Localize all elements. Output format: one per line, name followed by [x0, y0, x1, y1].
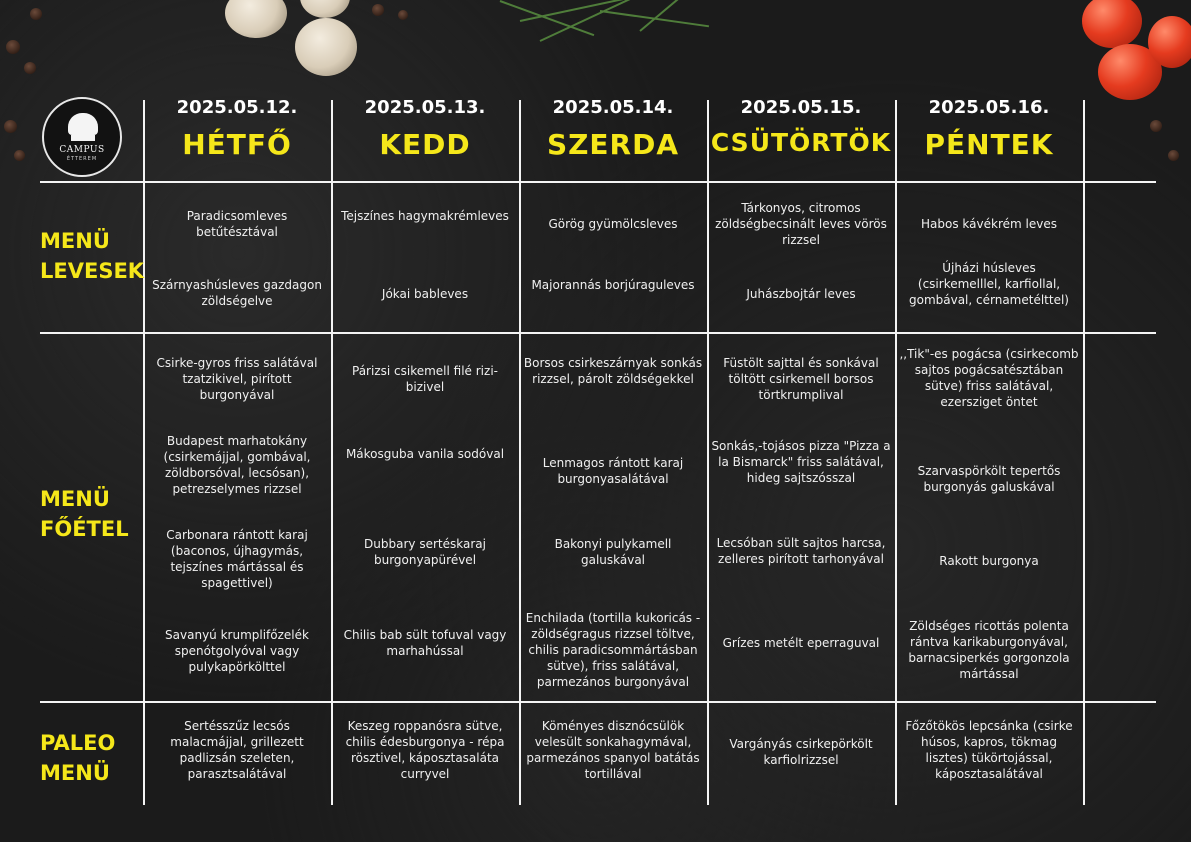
section-label-mains — [40, 484, 150, 544]
main-dish: Savanyú krumplifőzelék spenótgolyóval vagy pulykapörkölttel — [165, 628, 309, 674]
paleo-label-line1: PALEO — [40, 731, 116, 755]
main-dish: Rakott burgonya — [939, 554, 1039, 568]
paleo-dish: Főzőtökös lepcsánka (csirke húsos, kapros, tökmag lisztes) tükörtojással, káposztasalátával — [905, 719, 1073, 781]
peppercorn-decoration — [398, 10, 408, 20]
day-tuesday: KEDD — [379, 128, 471, 161]
paleo-label-line2: MENÜ — [40, 761, 110, 785]
tomato-decoration — [1148, 16, 1191, 68]
soups-label-line2: LEVESEK — [40, 259, 145, 283]
main-dish: Mákosguba vanila sodóval — [345, 447, 505, 461]
soup-item: Tejszínes hagymakrémleves — [341, 209, 509, 223]
peppercorn-decoration — [30, 8, 42, 20]
row-divider — [40, 701, 1156, 703]
main-dish: Füstölt sajttal és sonkával töltött csirkemell borsos törtkrumplival — [723, 356, 879, 402]
day-wednesday: SZERDA — [546, 128, 680, 161]
main-dish: Sonkás,-tojásos pizza "Pizza a la Bismarck" friss salátával, hideg sajtszósszal — [711, 439, 891, 485]
peppercorn-decoration — [1150, 120, 1162, 132]
date-thursday: 2025.05.15. — [740, 97, 862, 118]
main-dish: Chilis bab sült tofuval vagy marhahússal — [343, 628, 507, 658]
peppercorn-decoration — [1168, 150, 1179, 161]
logo-subtitle: ÉTTEREM — [66, 156, 98, 162]
main-dish: Csirke-gyros friss salátával tzatzikivel, pirított burgonyával — [156, 356, 318, 402]
main-dish: Zöldséges ricottás polenta rántva karikaburgonyával, barnacsiperkés gorgonzola mártással — [908, 619, 1070, 681]
dill-decoration — [500, 0, 595, 36]
column-divider — [895, 100, 897, 805]
chef-hat-band — [71, 135, 95, 141]
tomato-decoration — [1082, 0, 1142, 48]
peppercorn-decoration — [4, 120, 17, 133]
row-divider — [40, 181, 1156, 183]
soup-item: Görög gyümölcsleves — [548, 217, 678, 231]
date-tuesday: 2025.05.13. — [364, 97, 486, 118]
day-friday: PÉNTEK — [924, 128, 1054, 161]
main-dish: ,,Tik"-es pogácsa (csirkecomb sajtos pogácsatésztában sütve) friss salátával, ezersziget öntet — [899, 347, 1079, 409]
main-dish: Párizsi csikemell filé rizi-bizivel — [352, 364, 498, 394]
column-divider — [707, 100, 709, 805]
main-dish: Enchilada (tortilla kukoricás -zöldségragus rizzsel töltve, chilis paradicsommártásban sütve), friss salátával, parmezános burgonyával — [525, 611, 701, 689]
paleo-dish: Sertésszűz lecsós malacmájjal, grillezett padlizsán szeleten, parasztsalátával — [170, 719, 304, 781]
peppercorn-decoration — [24, 62, 36, 74]
mushroom-decoration — [295, 18, 357, 76]
main-dish: Szarvaspörkölt tepertős burgonyás galuskával — [917, 464, 1061, 494]
main-dish: Budapest marhatokány (csirkemájjal, gombával, zöldborsóval, lecsósan), petrezselymes rizzsel — [163, 434, 311, 496]
mains-label-line1: MENÜ — [40, 487, 110, 511]
main-dish: Borsos csirkeszárnyak sonkás rizzsel, párolt zöldségekkel — [523, 356, 703, 386]
column-divider — [331, 100, 333, 805]
soup-item: Tárkonyos, citromos zöldségbecsinált leves vörös rizzsel — [715, 201, 887, 247]
day-thursday: CSÜTÖRTÖK — [710, 128, 892, 157]
section-label-soups — [40, 226, 150, 286]
main-dish: Lecsóban sült sajtos harcsa, zelleres pirított tarhonyával — [716, 536, 886, 566]
column-divider — [1083, 100, 1085, 805]
mushroom-decoration — [225, 0, 287, 38]
mains-label-line2: FŐÉTEL — [40, 517, 129, 541]
main-dish: Bakonyi pulykamell galuskával — [554, 537, 672, 567]
peppercorn-decoration — [6, 40, 20, 54]
soups-label-line1: MENÜ — [40, 229, 110, 253]
paleo-dish: Keszeg roppanósra sütve, chilis édesburgonya - répa rösztivel, káposztasaláta curryvel — [345, 719, 505, 781]
peppercorn-decoration — [14, 150, 25, 161]
dill-decoration — [639, 0, 709, 32]
logo-name: CAMPUS — [59, 145, 105, 155]
date-wednesday: 2025.05.14. — [552, 97, 674, 118]
soup-item: Újházi húsleves (csirkemelllel, karfiollal, gombával, cérnametélttel) — [908, 261, 1069, 307]
main-dish: Lenmagos rántott karaj burgonyasalátával — [542, 456, 684, 486]
paleo-dish: Köményes disznócsülök velesült sonkahagymával, parmezános spanyol batátás tortillával — [526, 719, 700, 781]
soup-item: Jókai bableves — [381, 287, 469, 301]
soup-item: Majorannás borjúraguleves — [531, 278, 695, 292]
mushroom-decoration — [300, 0, 350, 18]
soup-item: Juhászbojtár leves — [746, 287, 856, 301]
column-divider — [143, 100, 145, 805]
main-dish: Grízes metélt eperraguval — [722, 636, 880, 650]
peppercorn-decoration — [372, 4, 384, 16]
campus-logo — [42, 97, 122, 177]
section-label-paleo — [40, 728, 150, 788]
soup-item: Szárnyashúsleves gazdagon zöldségelve — [152, 278, 322, 308]
paleo-dish: Vargányás csirkepörkölt karfiolrizzsel — [729, 737, 873, 767]
soup-item: Paradicsomleves betűtésztával — [186, 209, 288, 239]
chef-hat-icon — [68, 113, 98, 135]
date-friday: 2025.05.16. — [928, 97, 1050, 118]
main-dish: Carbonara rántott karaj (baconos, újhagymás, tejszínes mártással és spagettivel) — [166, 528, 308, 590]
row-divider — [40, 332, 1156, 334]
column-divider — [519, 100, 521, 805]
date-monday: 2025.05.12. — [176, 97, 298, 118]
soup-item: Habos kávékrém leves — [921, 217, 1057, 231]
main-dish: Dubbary sertéskaraj burgonyapürével — [364, 537, 486, 567]
day-monday: HÉTFŐ — [182, 128, 292, 161]
